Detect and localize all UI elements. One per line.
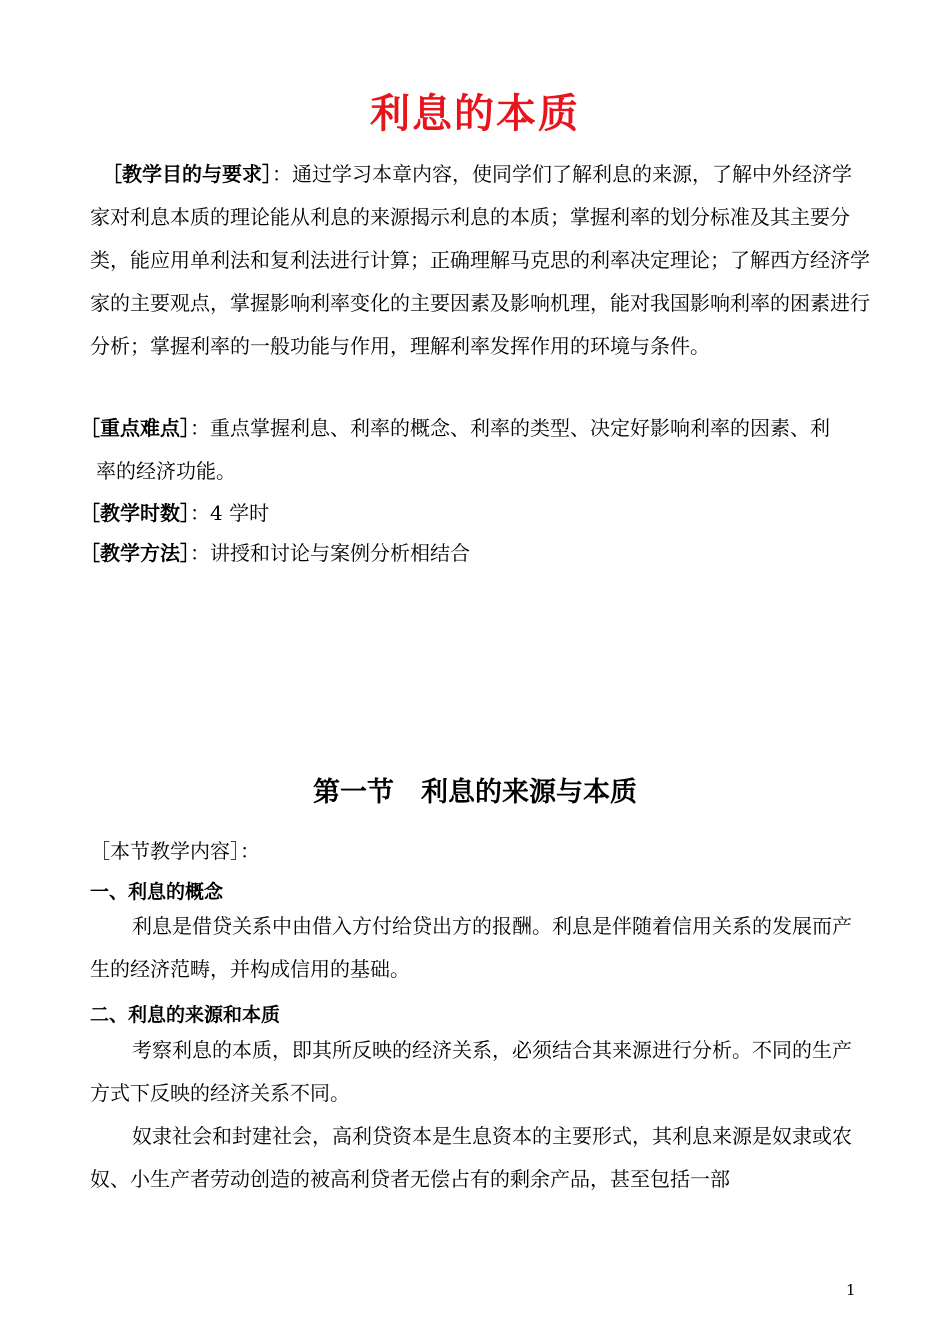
- hours-paragraph: [80, 492, 269, 535]
- method-text: ：讲授和讨论与案例分析相结合: [190, 541, 470, 565]
- hours-label: ［教学时数］: [80, 501, 190, 525]
- key-points-label: ［重点难点］: [80, 416, 190, 440]
- section-content-label: ［本节教学内容］：: [90, 839, 260, 863]
- key-points-text-line2: 率的经济功能。: [96, 459, 236, 483]
- paragraph-interest-concept: 利息是借贷关系中由借入方付给贷出方的报酬。利息是伴随着信用关系的发展而产生的经济范畴，并构成信用的基础。: [90, 914, 852, 981]
- heading-interest-source: 二、利息的来源和本质: [90, 1004, 281, 1026]
- method-paragraph: [80, 532, 470, 575]
- objectives-paragraph: [90, 153, 870, 368]
- paragraph-interest-nature: 考察利息的本质，即其所反映的经济关系，必须结合其来源进行分析。不同的生产方式下反映的经济关系不同。: [90, 1038, 852, 1105]
- key-points-paragraph: [80, 407, 880, 493]
- objectives-text: ：通过学习本章内容，使同学们了解利息的来源，了解中外经济学家对利息本质的理论能从利息的来源揭示利息的本质；掌握利率的划分标准及其主要分类，能应用单利法和复利法进行计算；正确理解马克思的利率决定理论；了解西方经济学家的主要观点，掌握影响利率变化的主要因素及影响机理，能对我国影响利率的困素进行分析；掌握利率的一般功能与作用，理解利率发挥作用的环境与条件。: [90, 162, 870, 358]
- method-label: ［教学方法］: [80, 541, 190, 565]
- key-points-text-line1: ：重点掌握利息、利率的概念、利率的类型、决定好影响利率的因素、利: [190, 416, 830, 440]
- objectives-label: ［教学目的与要求］: [102, 162, 272, 186]
- page-number: 1: [846, 1281, 856, 1299]
- heading-interest-concept: 一、利息的概念: [90, 881, 224, 903]
- paragraph-usury-capital: 奴隶社会和封建社会，高利贷资本是生息资本的主要形式，其利息来源是奴隶或农奴、小生产者劳动创造的被高利贷者无偿占有的剩余产品，甚至包括一部: [90, 1124, 852, 1191]
- document-title: 利息的本质: [370, 91, 580, 137]
- hours-text: ：4 学时: [190, 501, 270, 525]
- section-title: 第一节 利息的来源与本质: [313, 777, 637, 808]
